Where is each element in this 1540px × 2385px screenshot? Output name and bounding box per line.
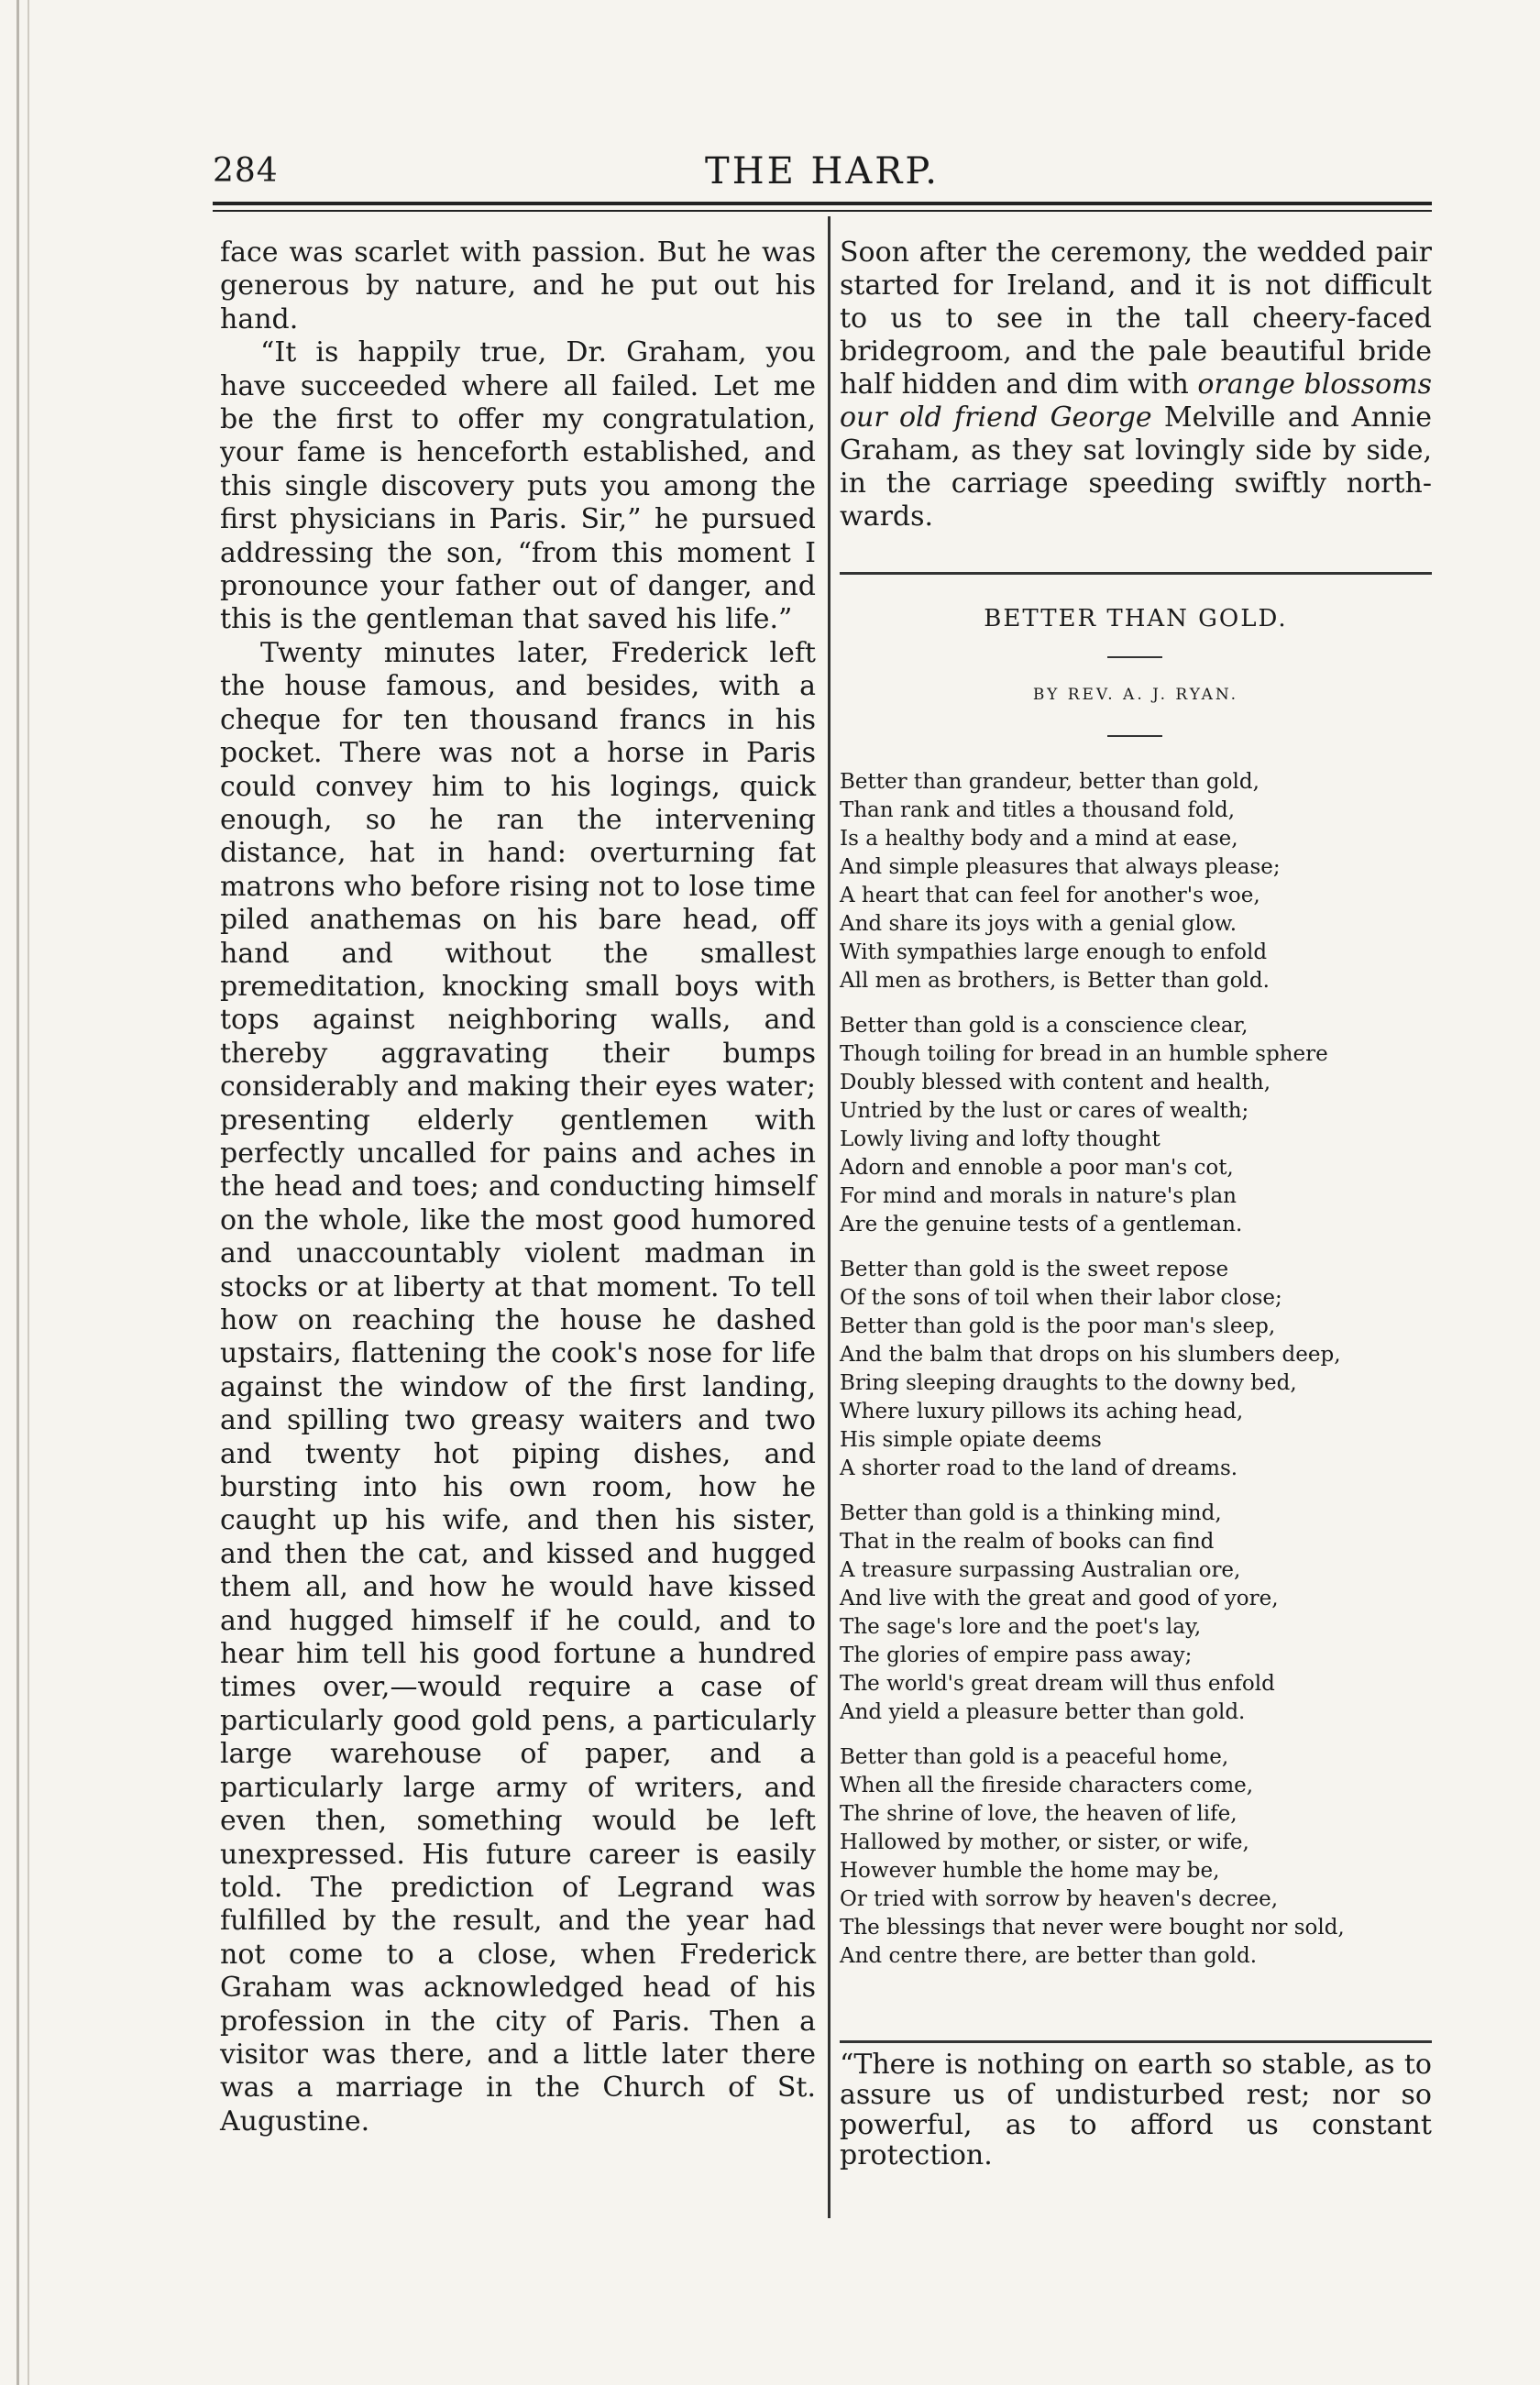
poem-line: The glories of empire pass away; — [840, 1643, 1193, 1667]
poem-line: Adorn and ennoble a poor man's cot, — [840, 1156, 1234, 1180]
paragraph-text: Soon after the ceremony, the wedded pair started for Ireland, and it is not difficult to us to see in the tall cheery-faced bridegroom, and the pale beautiful bride half hidden and dim with — [840, 236, 1432, 401]
paragraph: face was scarlet with passion. But he was generous by nature, and he put out his hand. — [220, 236, 816, 335]
poem-line: And share its joys with a genial glow. — [840, 912, 1238, 936]
byline-rule — [1107, 735, 1162, 737]
poem-line: Better than gold is the poor man's sleep, — [840, 1314, 1276, 1338]
poem-line: A shorter road to the land of dreams. — [840, 1456, 1238, 1480]
poem-line: And centre there, are better than gold. — [840, 1944, 1258, 1968]
binding-edge-inner — [28, 0, 29, 2385]
poem-line: When all the fireside characters come, — [840, 1774, 1254, 1797]
poem-line: With sympathies large enough to enfold — [840, 940, 1268, 964]
page-header — [213, 147, 1432, 202]
left-column — [220, 236, 816, 2138]
poem-line: Better than gold is a thinking mind, — [840, 1501, 1222, 1525]
poem-line: Doubly blessed with content and health, — [840, 1071, 1271, 1094]
poem-line: The world's great dream will thus enfold — [840, 1672, 1275, 1696]
poem-line: The sage's lore and the poet's lay, — [840, 1615, 1202, 1639]
section-divider-bottom — [840, 2040, 1432, 2043]
poem-line: A treasure surpassing Australian ore, — [840, 1558, 1241, 1582]
poem-line: For mind and morals in nature's plan — [840, 1184, 1237, 1208]
paragraph-text: Melville and Annie Graham, as they sat lovingly side by side, in the carriage speeding swiftly north-wards. — [840, 401, 1433, 533]
poem-stanza — [840, 1256, 1432, 1483]
poem-byline: BY REV. A. J. RYAN. — [1032, 686, 1239, 704]
right-column — [840, 236, 1432, 533]
poem-line: Lowly living and lofty thought — [840, 1127, 1160, 1151]
poem-stanza — [840, 1012, 1432, 1239]
poem-line: Bring sleeping draughts to the downy bed, — [840, 1371, 1297, 1395]
poem-line: Of the sons of toil when their labor close; — [840, 1286, 1282, 1310]
poem-line: However humble the home may be, — [840, 1859, 1220, 1883]
poem-stanza — [840, 1743, 1432, 1971]
poem-line: Or tried with sorrow by heaven's decree, — [840, 1887, 1279, 1911]
poem-line: Better than gold is a peaceful home, — [840, 1745, 1229, 1769]
header-rule-thin — [213, 210, 1432, 212]
poem-line: Better than grandeur, better than gold, — [840, 770, 1260, 794]
poem-line: That in the realm of books can find — [840, 1530, 1215, 1554]
page-number: 284 — [213, 152, 279, 190]
poem-line: All men as brothers, is Better than gold. — [840, 969, 1270, 993]
poem-line: The shrine of love, the heaven of life, — [840, 1802, 1238, 1826]
poem-line: Untried by the lust or cares of wealth; — [840, 1099, 1249, 1123]
poem-stanza — [840, 768, 1432, 995]
poem-line: And live with the great and good of yore, — [840, 1587, 1279, 1610]
column-divider — [828, 216, 830, 2218]
poem-line: Where luxury pillows its aching head, — [840, 1400, 1244, 1423]
poem-stanza — [840, 1500, 1432, 1727]
poem-line: A heart that can feel for another's woe, — [840, 884, 1260, 907]
poem-line: His simple opiate deems — [840, 1428, 1102, 1452]
poem-line: And the balm that drops on his slumbers deep, — [840, 1343, 1341, 1367]
binding-edge — [16, 0, 19, 2385]
closing-quote: “There is nothing on earth so stable, as to assure us of undisturbed rest; nor so powerful, as to afford us constant protection. — [840, 2049, 1432, 2171]
poem-line: And simple pleasures that always please; — [840, 855, 1281, 879]
section-divider — [840, 572, 1432, 575]
poem-line: The blessings that never were bought nor sold, — [840, 1916, 1345, 1940]
paragraph: “It is happily true, Dr. Graham, you have succeeded where all failed. Let me be the first to offer my congratulation, your fame is henceforth established, and this single discovery puts you among the first physicians in Paris. Sir,” he pursued addressing the son, “from this moment I pronounce your father out of danger, and this is the gentleman that saved his life.” — [220, 336, 816, 636]
poem-line: Is a healthy body and a mind at ease, — [840, 827, 1238, 851]
page-title: THE HARP. — [705, 150, 940, 192]
poem-line: Hallowed by mother, or sister, or wife, — [840, 1830, 1249, 1854]
poem-line: Better than gold is the sweet repose — [840, 1258, 1229, 1281]
poem-line: Than rank and titles a thousand fold, — [840, 798, 1236, 822]
poem-line: Are the genuine tests of a gentleman. — [840, 1213, 1243, 1236]
poem-line: Better than gold is a conscience clear, — [840, 1014, 1248, 1038]
header-rule — [213, 202, 1432, 205]
poem-line: And yield a pleasure better than gold. — [840, 1700, 1246, 1724]
paragraph-italic-text: orange blossoms our old friend George — [840, 368, 1432, 434]
paragraph: Twenty minutes later, Frederick left the house famous, and besides, with a cheque for ten thousand francs in his pocket. There was not a horse in Paris could convey him to his logings, quick enough, so he ran the intervening distance, hat in hand: overturning fat matrons who before rising not to lose time piled anathemas on his bare head, off hand and without the smallest premeditation, knocking small boys with tops against neighboring walls, and thereby aggravating their bumps considerably and making their eyes water; presenting elderly gentlemen with perfectly uncalled for pains and aches in the head and toes; and conducting himself on the whole, like the most good humored and unaccountably violent madman in stocks or at liberty at that moment. To tell how on reaching the house he dashed upstairs, flattening the cook's nose for life against the window of the first landing, and spilling two greasy waiters and two and twenty hot piping dishes, and bursting into his own room, how he caught up his wife, and then his sister, and then the cat, and kissed and hugged them all, and how he would have kissed and hugged himself if he could, and to hear him tell his good fortune a hundred times over,—would require a case of particularly good gold pens, a particularly large warehouse of paper, and a particularly large army of writers, and even then, something would be left unexpressed. His future career is easily told. The prediction of Legrand was fulfilled by the result, and the year had not come to a close, when Frederick Graham was acknowledged head of his profession in the city of Paris. Then a visitor was there, and a little later there was a marriage in the Church of St. Augustine. — [220, 636, 816, 2138]
title-rule — [1107, 656, 1162, 658]
poem — [840, 768, 1432, 1987]
poem-line: Though toiling for bread in an humble sphere — [840, 1042, 1328, 1066]
poem-title: BETTER THAN GOLD. — [984, 605, 1288, 632]
wedding-paragraph — [840, 236, 1432, 533]
